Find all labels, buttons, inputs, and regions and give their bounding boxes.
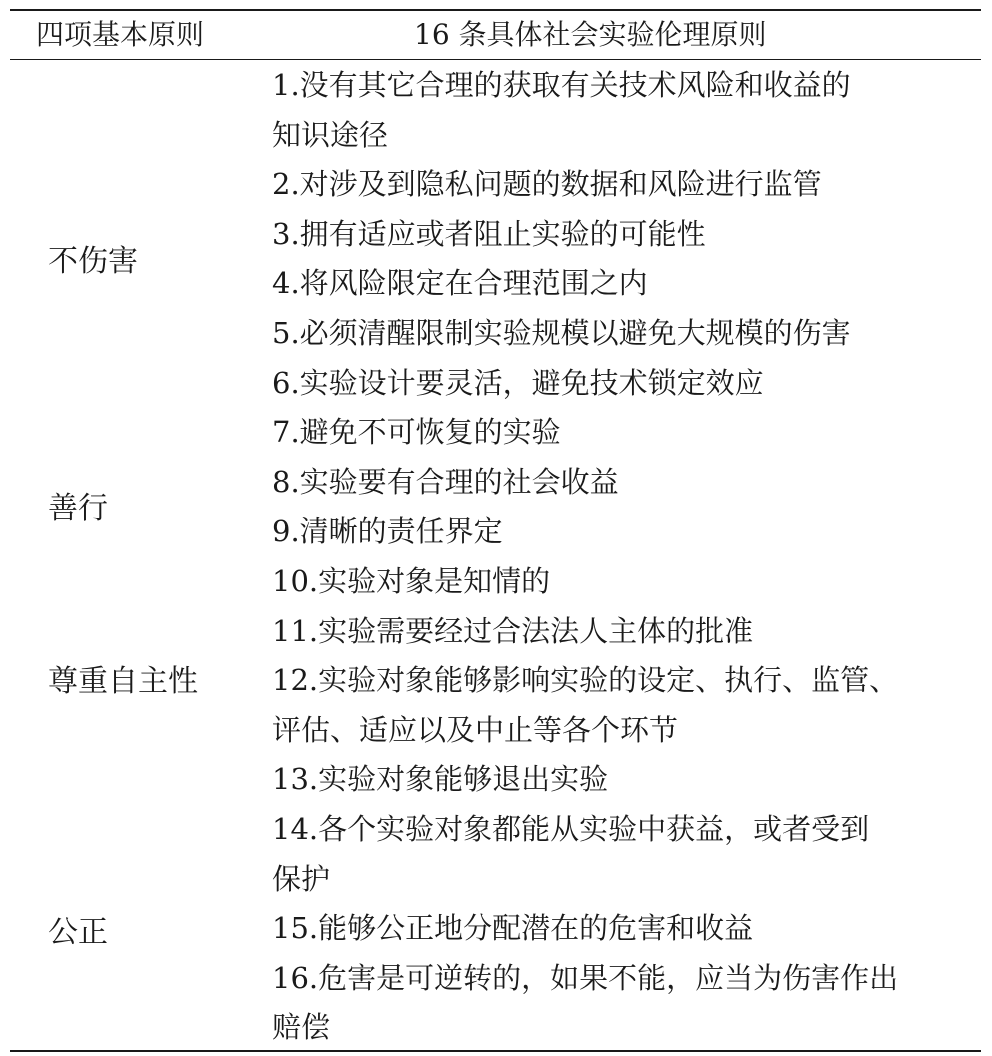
rule-line-12: 11.实验需要经过合法法人主体的批准 xyxy=(272,613,754,648)
rule-line-11: 10.实验对象是知情的 xyxy=(272,563,551,598)
rule-line-7: 6.实验设计要灵活，避免技术锁定效应 xyxy=(272,365,764,400)
rule-line-17: 保护 xyxy=(272,861,331,896)
rule-line-3: 2.对涉及到隐私问题的数据和风险进行监管 xyxy=(272,167,822,202)
principle-non-harm: 不伤害 xyxy=(48,244,138,279)
rule-line-10: 9.清晰的责任界定 xyxy=(272,514,503,549)
rule-line-1: 1.没有其它合理的获取有关技术风险和收益的 xyxy=(272,68,851,102)
table-bottom-rule xyxy=(10,1050,981,1052)
header-specific-principles: 16 条具体社会实验伦理原则 xyxy=(414,18,767,51)
rule-line-13: 12.实验对象能够影响实验的设定、执行、监管、 xyxy=(272,663,899,698)
rule-line-19: 16.危害是可逆转的，如果不能，应当为伤害作出 xyxy=(272,960,899,995)
rule-line-20: 赔偿 xyxy=(272,1010,331,1045)
rule-line-16: 14.各个实验对象都能从实验中获益，或者受到 xyxy=(272,811,870,846)
rule-line-2: 知识途径 xyxy=(272,117,389,152)
table-header-rule xyxy=(10,59,981,60)
specific-principles-list xyxy=(272,61,972,1053)
table-top-rule xyxy=(10,9,981,11)
rule-line-9: 8.实验要有合理的社会收益 xyxy=(272,464,619,499)
rule-line-18: 15.能够公正地分配潜在的危害和收益 xyxy=(272,911,754,946)
principle-respect-autonomy: 尊重自主性 xyxy=(48,664,198,699)
rule-line-5: 4.将风险限定在合理范围之内 xyxy=(272,266,648,301)
rule-line-6: 5.必须清醒限制实验规模以避免大规模的伤害 xyxy=(272,315,851,350)
rule-line-4: 3.拥有适应或者阻止实验的可能性 xyxy=(272,216,706,251)
principle-justice: 公正 xyxy=(48,915,108,950)
rule-line-15: 13.实验对象能够退出实验 xyxy=(272,762,609,797)
header-basic-principles: 四项基本原则 xyxy=(36,18,205,51)
rule-line-8: 7.避免不可恢复的实验 xyxy=(272,415,561,450)
rule-line-14: 评估、适应以及中止等各个环节 xyxy=(272,712,679,747)
principle-beneficence: 善行 xyxy=(48,491,108,526)
